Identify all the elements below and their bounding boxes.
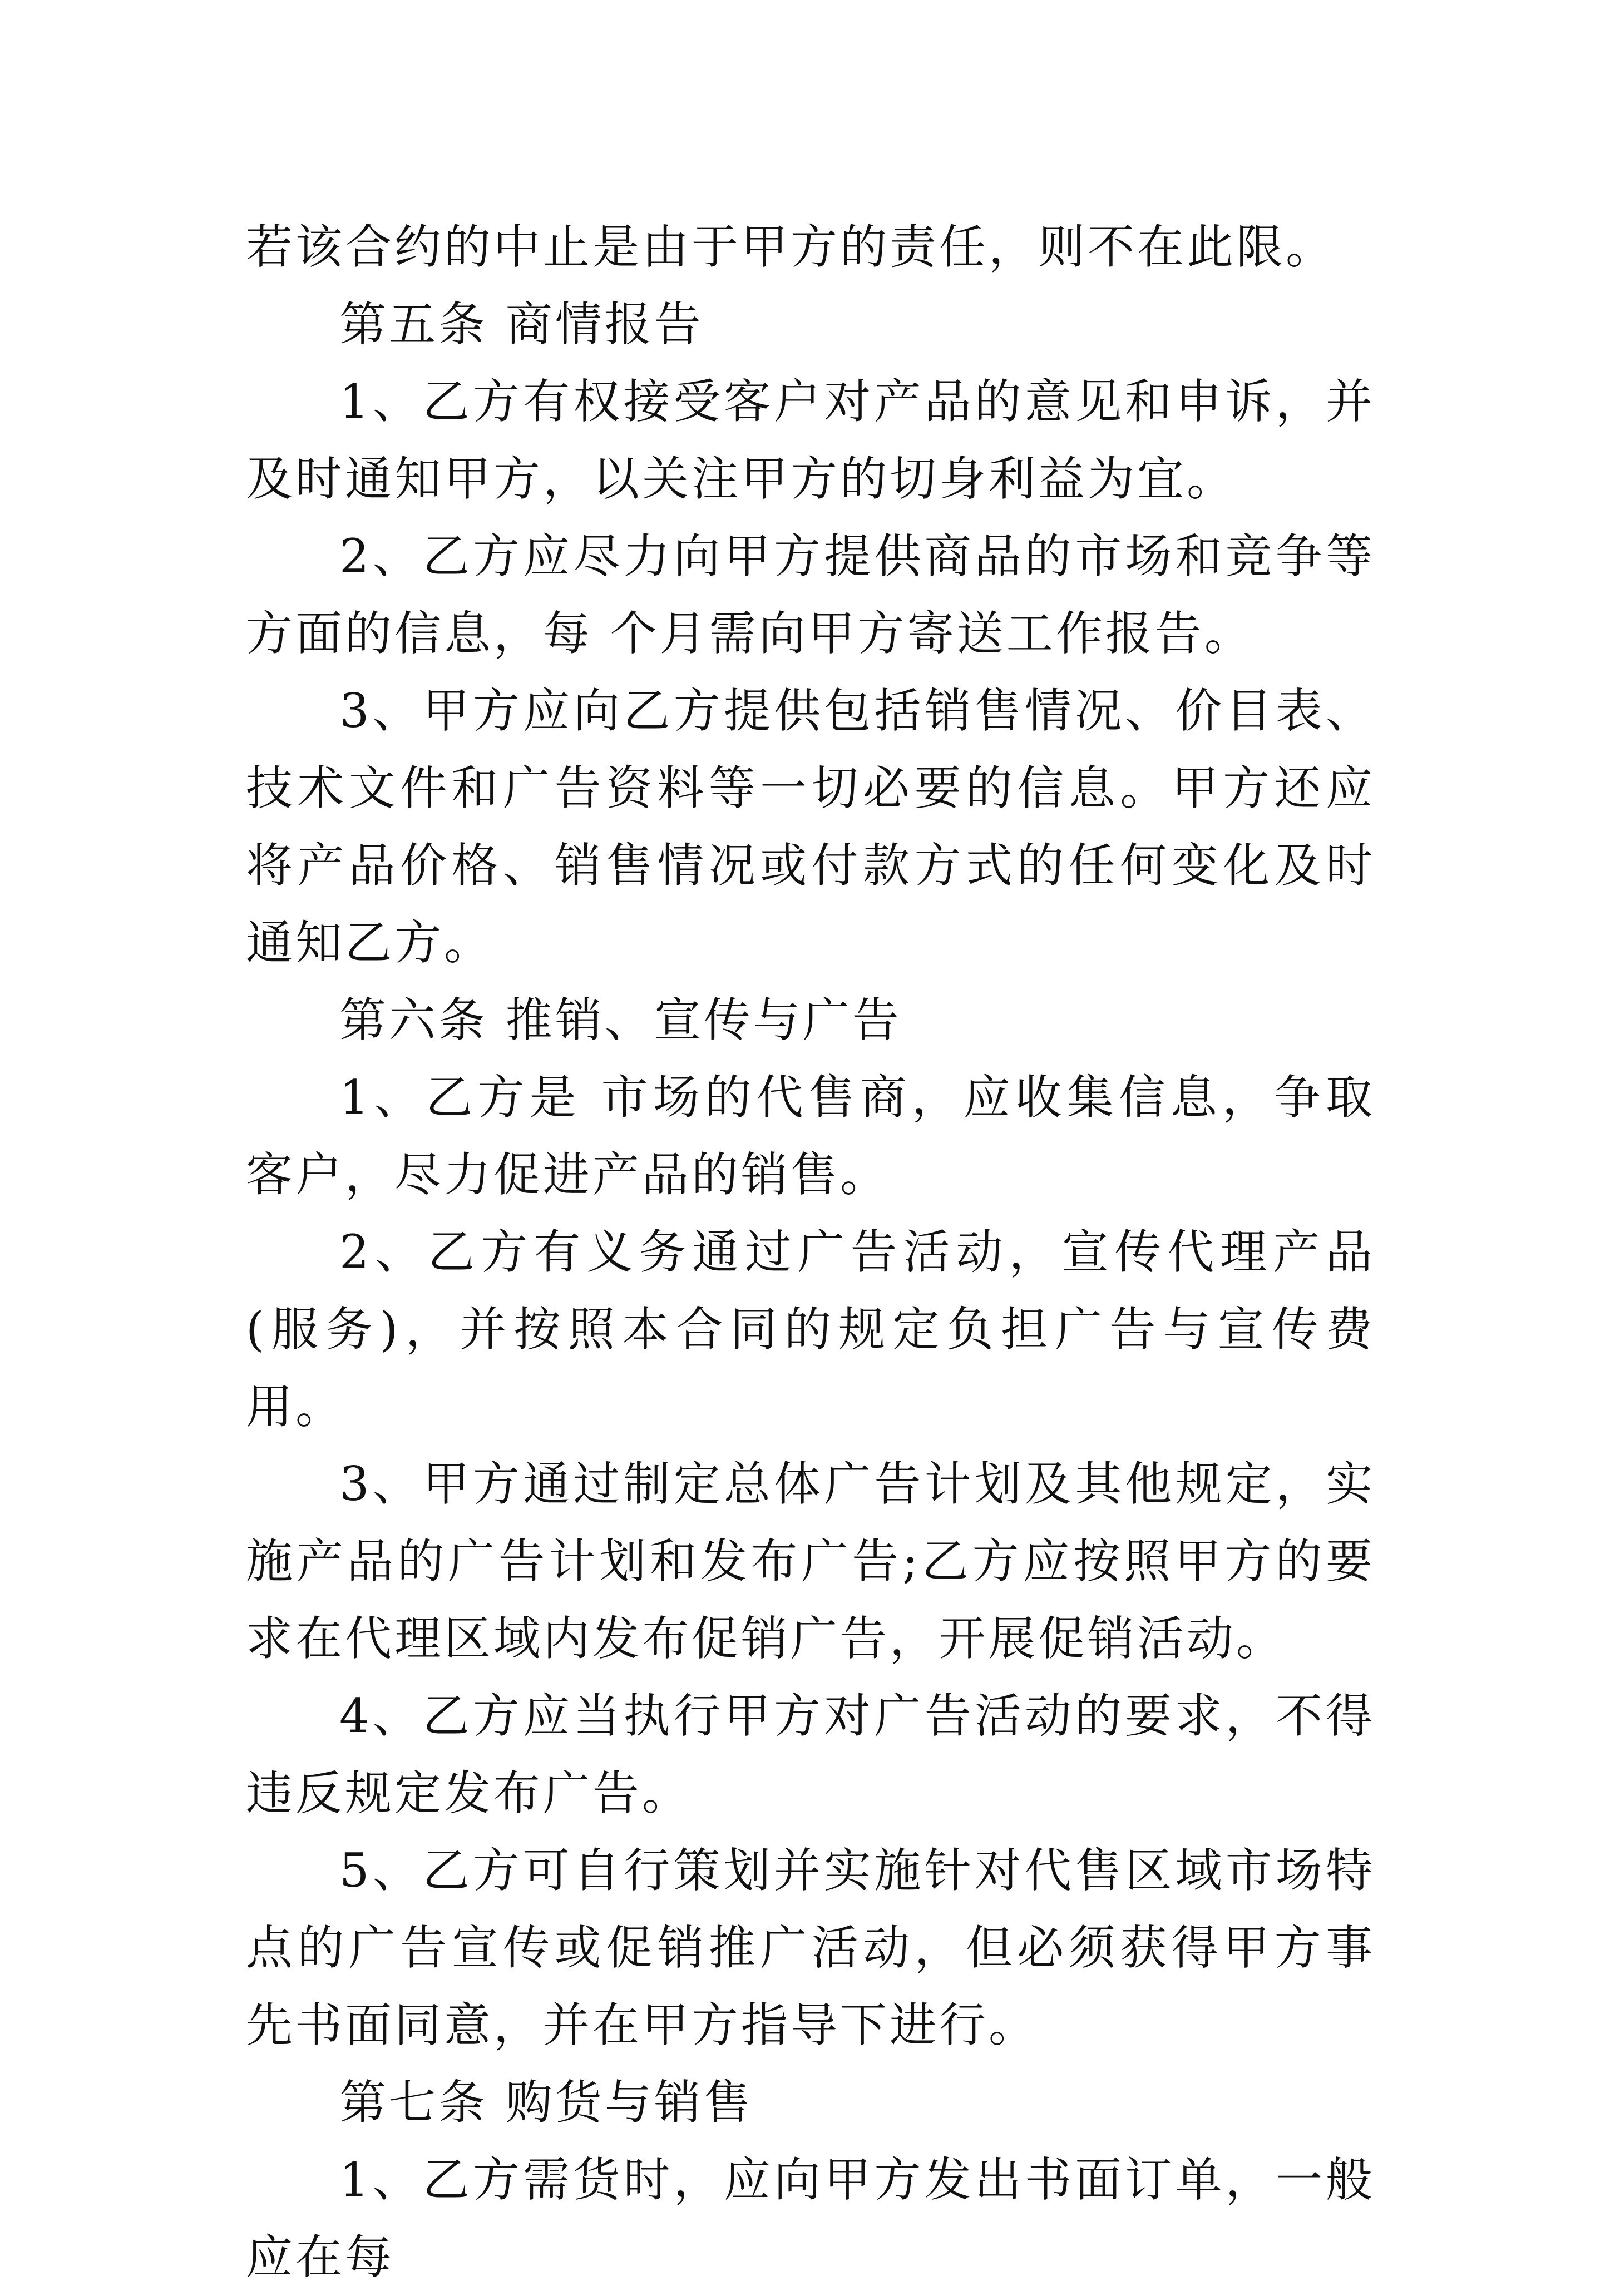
paragraph: 1、乙方需货时，应向甲方发出书面订单，一般应在每 (246, 2152, 1375, 2284)
document-body (246, 209, 1375, 2296)
paragraph-continuation: 若该合约的中止是由于甲方的责任，则不在此限。 (246, 220, 1336, 274)
paragraph: 3、甲方通过制定总体广告计划及其他规定，实施产品的广告计划和发布广告;乙方应按照甲方的要求在代理区域内发布促销广告，开展促销活动。 (246, 1457, 1375, 1666)
paragraph: 1、乙方有权接受客户对产品的意见和申诉，并及时通知甲方，以关注甲方的切身利益为宜。 (246, 374, 1375, 506)
paragraph: 5、乙方可自行策划并实施针对代售区域市场特点的广告宣传或促销推广活动，但必须获得甲方事先书面同意，并在甲方指导下进行。 (246, 1843, 1375, 2052)
paragraph: 3、甲方应向乙方提供包括销售情况、价目表、技术文件和广告资料等一切必要的信息。甲方还应将产品价格、销售情况或付款方式的任何变化及时通知乙方。 (246, 684, 1375, 970)
article-heading-5: 第五条 商情报告 (339, 297, 704, 352)
paragraph: 1、乙方是 市场的代售商，应收集信息，争取客户，尽力促进产品的销售。 (246, 1070, 1375, 1202)
paragraph: 2、乙方应尽力向甲方提供商品的市场和竞争等方面的信息，每 个月需向甲方寄送工作报告。 (246, 529, 1375, 661)
article-heading-6: 第六条 推销、宣传与广告 (339, 993, 902, 1047)
article-heading-7: 第七条 购货与销售 (339, 2075, 753, 2130)
paragraph: 4、乙方应当执行甲方对广告活动的要求，不得违反规定发布广告。 (246, 1689, 1375, 1820)
paragraph: 2、乙方有义务通过广告活动，宣传代理产品(服务)，并按照本合同的规定负担广告与宣传费用。 (246, 1225, 1375, 1434)
